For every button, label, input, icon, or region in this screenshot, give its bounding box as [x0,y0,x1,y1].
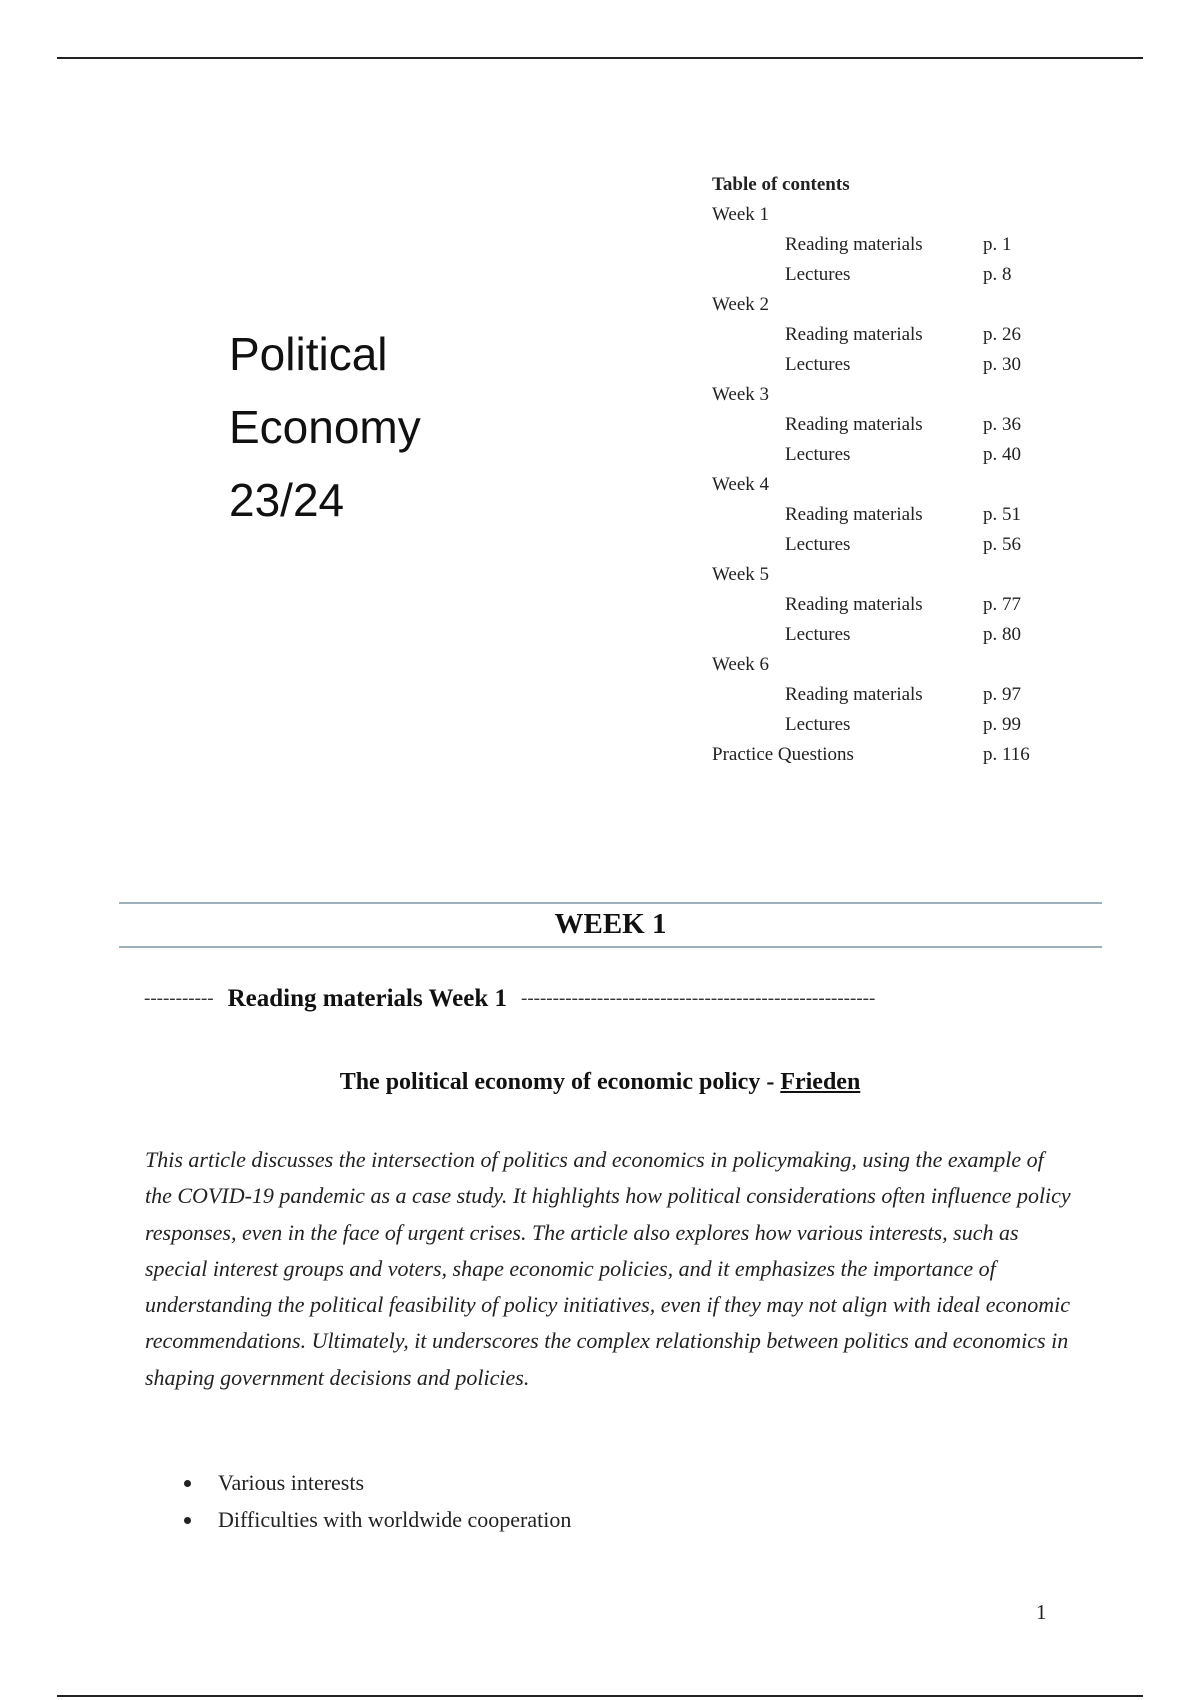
table-of-contents [712,173,1072,773]
toc-row-label: Reading materials [785,324,923,345]
section-dash-left: ----------- [144,988,214,1009]
list-item-text: Various interests [218,1470,365,1495]
toc-list [712,203,1072,773]
toc-row [712,533,1072,563]
toc-row-label: Lectures [785,264,851,285]
section-heading-line [144,985,974,1021]
toc-row-label: Practice Questions [712,744,854,765]
toc-row-page: p. 116 [983,744,1030,765]
toc-row [712,233,1072,263]
page-number: 1 [1036,1600,1047,1624]
toc-row-label: Lectures [785,624,851,645]
list-item [175,1505,571,1542]
toc-row-page: p. 80 [983,624,1021,645]
article-title [0,1066,1200,1098]
section-dash-right: -------------------------------------------------------- [521,988,876,1009]
toc-row [712,293,1072,323]
toc-row [712,323,1072,353]
toc-row [712,203,1072,233]
toc-row-label: Lectures [785,444,851,465]
toc-row-page: p. 56 [983,534,1021,555]
toc-row-page: p. 99 [983,714,1021,735]
toc-row [712,683,1072,713]
bullet-list [175,1468,571,1542]
toc-row-label: Reading materials [785,234,923,255]
toc-row-page: p. 51 [983,504,1021,525]
toc-row-label: Week 3 [712,384,770,405]
bullet-icon [184,1480,191,1487]
article-author: Frieden [780,1069,861,1095]
toc-row-label: Week 4 [712,474,770,495]
toc-row [712,503,1072,533]
toc-row-label: Reading materials [785,414,923,435]
toc-row-label: Reading materials [785,504,923,525]
list-item [175,1468,571,1505]
top-rule [57,57,1143,59]
toc-row [712,653,1072,683]
toc-row-label: Lectures [785,354,851,375]
course-title-line: Economy [229,401,421,453]
course-title-line: 23/24 [229,474,345,526]
toc-row [712,383,1072,413]
toc-row-page: p. 77 [983,594,1021,615]
bullet-icon [184,1517,191,1524]
toc-row-label: Week 6 [712,654,770,675]
toc-row-page: p. 30 [983,354,1021,375]
list-item-text: Difficulties with worldwide cooperation [218,1507,572,1532]
toc-row [712,353,1072,383]
toc-row-label: Reading materials [785,684,923,705]
toc-row-page: p. 97 [983,684,1021,705]
toc-row-page: p. 26 [983,324,1021,345]
toc-row-label: Reading materials [785,594,923,615]
toc-row-label: Week 2 [712,294,770,315]
week-header-band [119,902,1102,948]
toc-row [712,473,1072,503]
toc-row [712,593,1072,623]
article-abstract: This article discusses the intersection of politics and economics in policymaking, using the example of the COVID-19 pandemic as a case study. It highlights how political considerations often influence policy responses, even in the face of urgent crises. The article also explores how various interests, such as special interest groups and voters, shape economic policies, and it emphasizes the importance of understanding the political feasibility of policy initiatives, even if they may not align with ideal economic recommendations. Ultimately, it underscores the complex relationship between politics and economics in shaping government decisions and policies. [145,1147,1071,1390]
toc-row [712,413,1072,443]
toc-row-page: p. 8 [983,264,1012,285]
course-title-line: Political [229,328,388,380]
toc-row-label: Week 1 [712,204,770,225]
toc-row-label: Week 5 [712,564,770,585]
bottom-rule [57,1695,1143,1697]
toc-row-page: p. 40 [983,444,1021,465]
article-title-text: The political economy of economic policy - [339,1069,781,1095]
toc-row-page: p. 36 [983,414,1021,435]
toc-row [712,713,1072,743]
toc-heading: Table of contents [712,174,850,195]
course-title [229,318,421,537]
section-heading: Reading materials Week 1 [227,985,507,1012]
toc-row-page: p. 1 [983,234,1012,255]
toc-row [712,743,1072,773]
toc-row [712,443,1072,473]
toc-row [712,623,1072,653]
toc-row-label: Lectures [785,714,851,735]
toc-row-label: Lectures [785,534,851,555]
toc-row [712,563,1072,593]
week-title: WEEK 1 [554,908,667,940]
toc-row [712,263,1072,293]
